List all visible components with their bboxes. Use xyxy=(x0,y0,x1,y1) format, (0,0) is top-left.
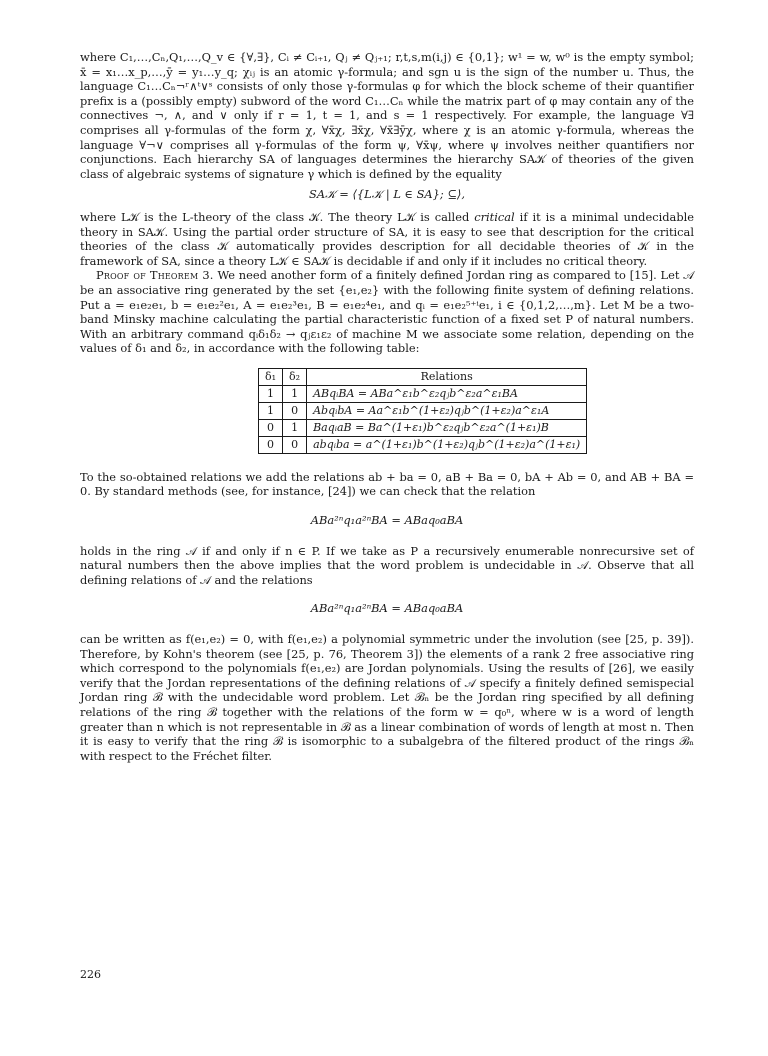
cell-relation: ABqᵢBA = ABa^ε₁b^ε₂qⱼb^ε₂a^ε₁BA xyxy=(307,385,587,402)
cell-delta2: 1 xyxy=(283,419,307,436)
cell-delta1: 1 xyxy=(259,385,283,402)
cell-delta1: 1 xyxy=(259,402,283,419)
cell-relation: abqᵢba = a^(1+ε₁)b^(1+ε₂)qⱼb^(1+ε₂)a^(1+ε₁) xyxy=(307,436,587,453)
equation-word-relation-1: ABa²ⁿq₁a²ⁿBA = ABaq₀aBA xyxy=(310,513,464,528)
column-header-relations: Relations xyxy=(307,368,587,385)
paragraph-quantifier-languages: where C₁,…,Cₙ,Q₁,…,Q_v ∈ {∀,∃}, Cᵢ ≠ Cᵢ₊₁, Qⱼ ≠ Qⱼ₊₁; r,t,s,m(i,j) ∈ {0,1}; w¹ = w, w⁰ is the empty symbol; x̄ = x₁…x_p,…,ȳ = y₁…y_q; χᵢⱼ is an atomic γ-formula; and sgn u is the sign of the number u. Thus, the language C₁…Cₙ¬ʳ∧ᵗ∨ˢ consists of only those γ-formulas φ for which the block scheme of their quantifier prefix is a (possibly empty) subword of the word C₁…Cₙ while the matrix part of φ may contain any of the connectives ¬, ∧, and ∨ only if r = 1, t = 1, and s = 1 respectively. For example, the language ∀∃ comprises all γ-formulas of the form χ, ∀x̄χ, ∃x̄χ, ∀x̄∃ȳχ, where χ is an atomic γ-formula, whereas the language ∀¬∨ comprises all γ-formulas of the form ψ, ∀x̄ψ, where ψ involves neither quantifiers nor conjunctions. Each hierarchy SA of languages determines the hierarchy SA𝒦 of theories of the given class of algebraic systems of signature γ which is defined by the equality xyxy=(80,50,694,181)
table-header-row xyxy=(259,368,587,385)
proof-heading: Proof of Theorem 3. xyxy=(96,268,214,283)
column-header-delta2: δ₂ xyxy=(283,368,307,385)
column-header-delta1: δ₁ xyxy=(259,368,283,385)
cell-relation: BaqᵢaB = Ba^(1+ε₁)b^ε₂qⱼb^ε₂a^(1+ε₁)B xyxy=(307,419,587,436)
table-row xyxy=(259,436,587,453)
paragraph-proof xyxy=(80,268,694,356)
cell-delta2: 1 xyxy=(283,385,307,402)
cell-delta1: 0 xyxy=(259,436,283,453)
paragraph-added-relations: To the so-obtained relations we add the relations ab + ba = 0, aB + Ba = 0, bA + Ab = 0, and AB + BA = 0. By standard methods (see, for instance, [24]) we can check that the relation xyxy=(80,469,694,499)
paragraph-jordan-polynomials: can be written as f(e₁,e₂) = 0, with f(e₁,e₂) a polynomial symmetric under the involution (see [25, p. 39]). Therefore, by Kohn's theorem (see [25, p. 76, Theorem 3]) the elements of a rank 2 free associative ring which correspond to the polynomials f(e₁,e₂) are Jordan polynomials. Using the results of [26], we easily verify that the Jordan representations of the defining relations of 𝒜 specify a finitely defined semispecial Jordan ring ℬ with the undecidable word problem. Let ℬₙ be the Jordan ring specified by all defining relations of the ring ℬ together with the relations of the form w = q₀ⁿ, where w is a word of length greater than n which is not representable in ℬ as a linear combination of words of length at most n. Then it is easy to verify that the ring ℬ is isomorphic to a subalgebra of the filtered product of the rings ℬₙ with respect to the Fréchet filter. xyxy=(80,632,694,763)
paragraph-critical-theory xyxy=(80,210,694,268)
page-number: 226 xyxy=(80,968,101,981)
relations-table xyxy=(258,368,587,454)
table-row xyxy=(259,402,587,419)
table-row xyxy=(259,385,587,402)
text-segment: We need another form of a finitely defined Jordan ring as compared to [15]. Let 𝒜 be an associative ring generated by the set {e₁,e₂} with the following finite system of defining relations. Put a = e₁e₂e₁, b = e₁e₂²e₁, A = e₁e₂³e₁, B = e₁e₂⁴e₁, and qᵢ = e₁e₂⁵⁺ⁱe₁, i ∈ {0,1,2,…,m}. Let M be a two-band Minsky machine calculating the partial characteristic function of a fixed set P of natural numbers. With an arbitrary command qᵢδ₁δ₂ → qⱼε₁ε₂ of machine M we associate some relation, depending on the values of δ₁ and δ₂, in accordance with the following table: xyxy=(80,268,694,356)
paragraph-word-problem: holds in the ring 𝒜 if and only if n ∈ P. If we take as P a recursively enumerable nonrecursive set of natural numbers then the above implies that the word problem is undecidable in 𝒜. Observe that all defining relations of 𝒜 and the relations xyxy=(80,543,694,587)
term-critical: critical xyxy=(474,209,515,224)
cell-delta2: 0 xyxy=(283,436,307,453)
equation-hierarchy: SA𝒦 = ⟨{L𝒦 | L ∈ SA}; ⊆⟩, xyxy=(309,187,465,202)
cell-relation: AbqᵢbA = Aa^ε₁b^(1+ε₂)qⱼb^(1+ε₂)a^ε₁A xyxy=(307,402,587,419)
cell-delta1: 0 xyxy=(259,419,283,436)
cell-delta2: 0 xyxy=(283,402,307,419)
table-row xyxy=(259,419,587,436)
text-segment: where L𝒦 is the L-theory of the class 𝒦. The theory L𝒦 is called xyxy=(80,209,475,224)
page-body xyxy=(80,50,694,763)
text-segment: if it is a minimal undecidable theory in SA𝒦. Using the partial order structure of SA, it is easy to see that description for the critical theories of the class 𝒦 automatically provides description for all decidable theories of 𝒦 in the framework of SA, since a theory L𝒦 ∈ SA𝒦 is decidable if and only if it includes no critical theory. xyxy=(80,209,694,268)
equation-word-relation-2: ABa²ⁿq₁a²ⁿBA = ABaq₀aBA xyxy=(310,601,464,616)
